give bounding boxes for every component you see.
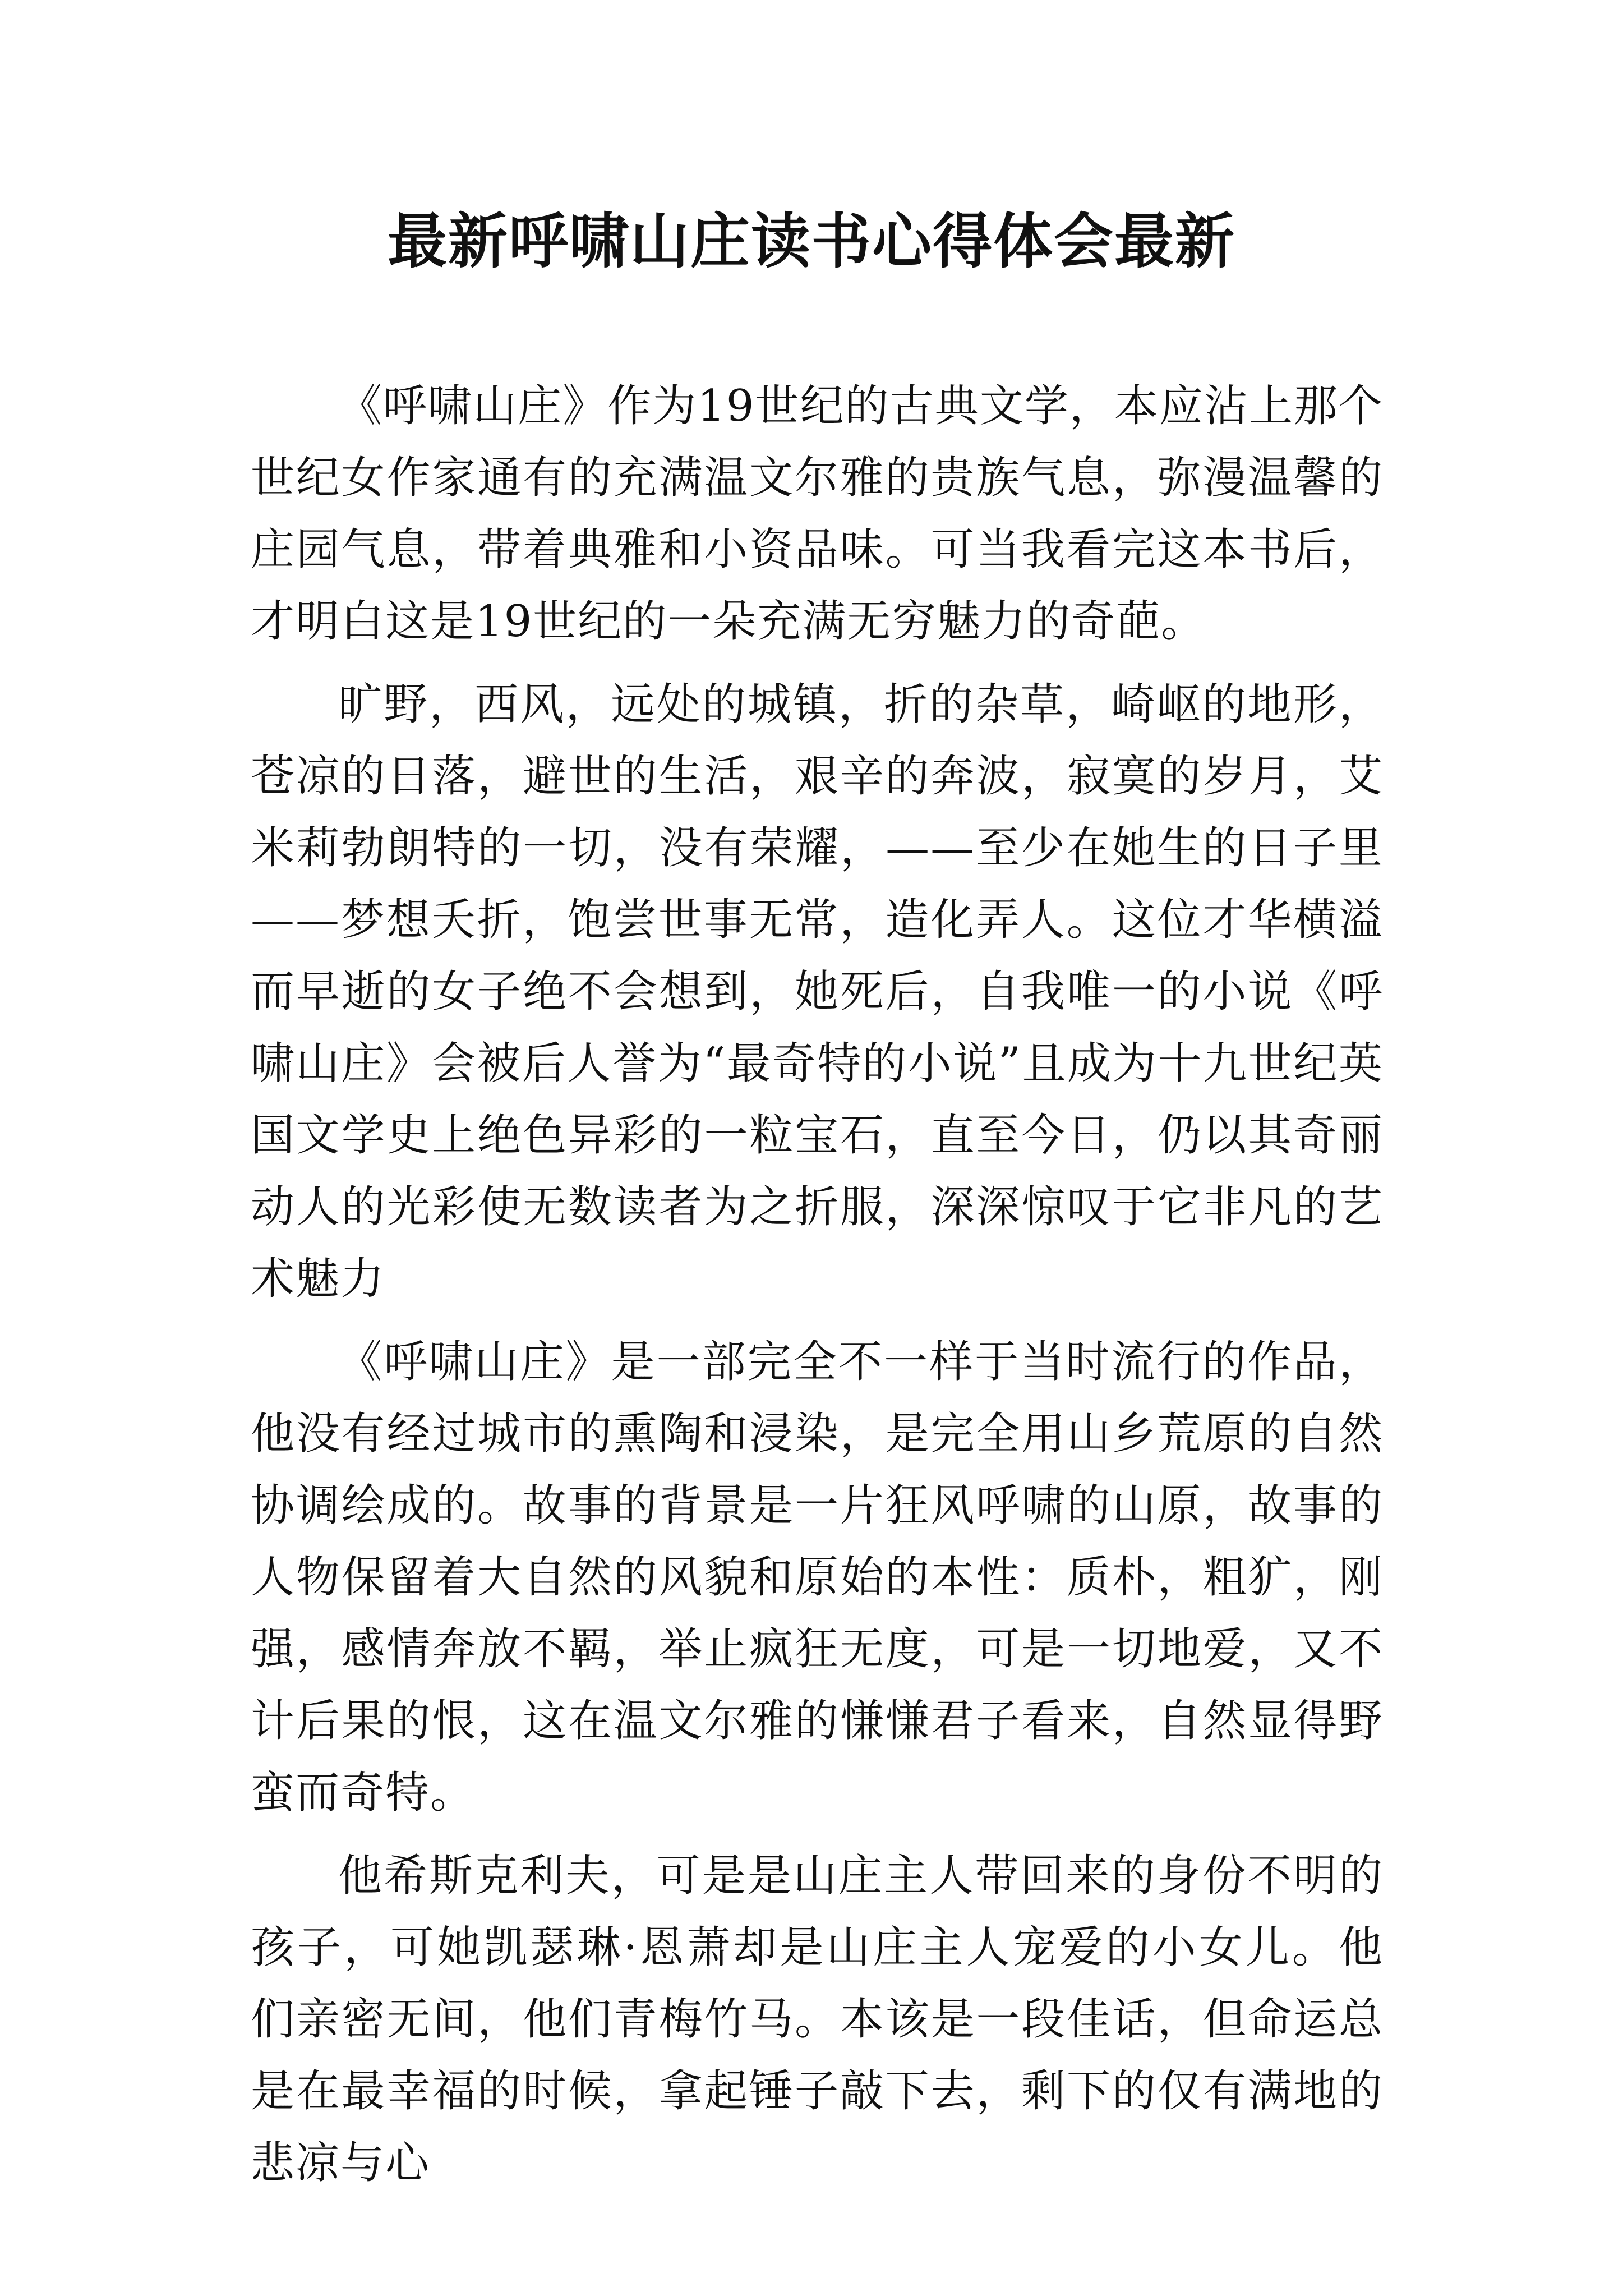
document-body: [251, 370, 1384, 2210]
paragraph-4: 他希斯克利夫，可是是山庄主人带回来的身份不明的孩子，可她凯瑟琳·恩萧却是山庄主人宠爱的小女儿。他们亲密无间，他们青梅竹马。本该是一段佳话，但命运总是在最幸福的时候，拿起锤子敲下去，剩下的仅有满地的悲凉与心: [251, 1851, 1384, 2188]
paragraph-1: 《呼啸山庄》作为19世纪的古典文学，本应沾上那个世纪女作家通有的充满温文尔雅的贵族气息，弥漫温馨的庄园气息，带着典雅和小资品味。可当我看完这本书后，才明白这是19世纪的一朵充满无穷魅力的奇葩。: [251, 381, 1384, 647]
paragraph-2: 旷野，西风，远处的城镇，折的杂草，崎岖的地形，苍凉的日落，避世的生活，艰辛的奔波，寂寞的岁月，艾米莉勃朗特的一切，没有荣耀，——至少在她生的日子里——梦想夭折，饱尝世事无常，造化弄人。这位才华横溢而早逝的女子绝不会想到，她死后，自我唯一的小说《呼啸山庄》会被后人誉为“最奇特的小说”且成为十九世纪英国文学史上绝色异彩的一粒宝石，直至今日，仍以其奇丽动人的光彩使无数读者为之折服，深深惊叹于它非凡的艺术魅力: [251, 679, 1384, 1304]
document-title: 最新呼啸山庄读书心得体会最新: [388, 206, 1235, 276]
paragraph-3: 《呼啸山庄》是一部完全不一样于当时流行的作品，他没有经过城市的熏陶和浸染，是完全用山乡荒原的自然协调绘成的。故事的背景是一片狂风呼啸的山原，故事的人物保留着大自然的风貌和原始的本性：质朴，粗犷，刚强，感情奔放不羁，举止疯狂无度，可是一切地爱，又不计后果的恨，这在温文尔雅的慊慊君子看来，自然显得野蛮而奇特。: [251, 1337, 1384, 1818]
